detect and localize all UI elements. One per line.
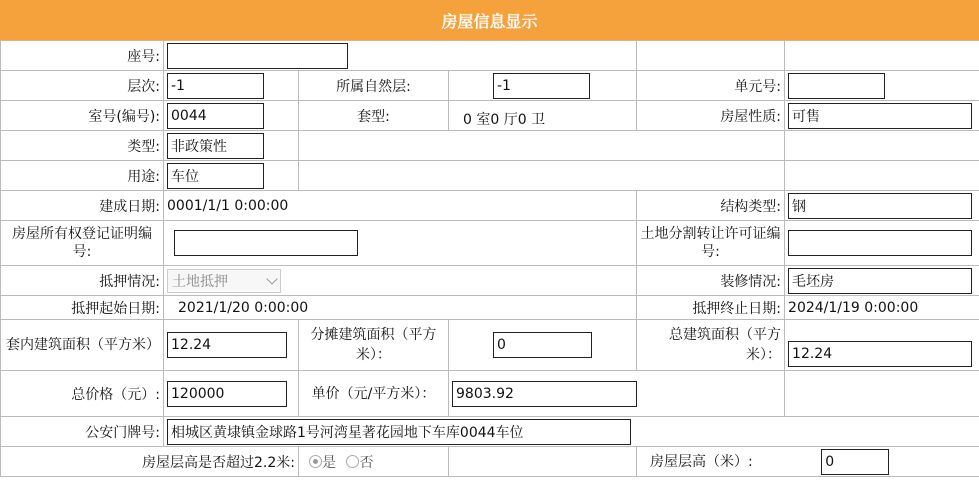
address-label: 公安门牌号: [1,417,164,447]
total-price-label: 总价格（元）: [1,371,164,417]
row-type [1,131,979,161]
seat-no-label: 座号: [1,41,164,71]
floor-height-label: 房屋层高（米）: [650,453,753,470]
radio-no[interactable] [346,455,359,468]
row-build-date [1,191,979,221]
property-nature-label: 房屋性质: [637,101,785,131]
height-over-radio-group: 是 否 [299,447,449,477]
structure-input[interactable] [788,193,972,219]
shared-area-label: 分摊建筑面积（平方米）： [299,320,449,371]
row-room [1,101,979,131]
row-certificates [1,221,979,266]
total-area-input[interactable] [788,341,972,367]
mortgage-start-label: 抵押起始日期: [1,296,164,320]
total-area-label: 总建筑面积（平方米）： [637,320,785,371]
natural-floor-input[interactable] [493,73,590,99]
build-date-label: 建成日期: [1,191,164,221]
floor-label: 层次: [1,71,164,101]
land-permit-label: 土地分割转让许可证编号: [637,221,785,266]
natural-floor-label: 所属自然层: [299,71,449,101]
mortgage-end-value: 2024/1/19 0:00:00 [785,296,979,320]
chevron-down-icon [266,273,277,284]
inner-area-label: 套内建筑面积（平方米） [1,320,164,371]
property-nature-input[interactable] [788,103,972,129]
row-usage [1,161,979,191]
page-title: 房屋信息显示 [441,11,538,31]
land-permit-input[interactable] [788,230,972,256]
inner-area-input[interactable] [167,332,287,358]
usage-input[interactable] [167,163,264,189]
unit-no-label: 单元号: [637,71,785,101]
ownership-cert-input[interactable] [174,230,358,256]
row-height [1,447,979,477]
layout-label: 套型: [299,101,449,131]
usage-label: 用途: [1,161,164,191]
mortgage-label: 抵押情况: [1,266,164,296]
row-mortgage-dates [1,296,979,320]
decoration-input[interactable] [788,268,972,294]
mortgage-end-label: 抵押终止日期: [637,296,785,320]
floor-height-input[interactable] [821,449,889,475]
structure-label: 结构类型: [637,191,785,221]
height-over-label: 房屋层高是否超过2.2米: [1,447,299,477]
type-input[interactable] [167,133,264,159]
total-price-input[interactable] [167,381,287,407]
seat-no-input[interactable] [167,43,348,69]
unit-price-label: 单价（元/平方米）： [299,371,449,417]
build-date-value: 0001/1/1 0:00:00 [164,191,637,221]
house-info-table [0,40,979,477]
room-no-label: 室号(编号): [1,101,164,131]
row-price [1,371,979,417]
room-no-input[interactable] [167,103,264,129]
floor-input[interactable] [167,73,264,99]
address-input[interactable] [167,419,631,445]
shared-area-input[interactable] [493,332,592,358]
row-address [1,417,979,447]
unit-no-input[interactable] [788,73,885,99]
decoration-label: 装修情况: [637,266,785,296]
ownership-cert-label: 房屋所有权登记证明编号: [1,221,164,266]
mortgage-select[interactable]: 土地抵押 [167,269,281,293]
radio-yes[interactable] [309,455,322,468]
unit-price-input[interactable] [452,381,637,407]
row-areas [1,320,979,371]
row-floor [1,71,979,101]
page-header [0,0,979,40]
type-label: 类型: [1,131,164,161]
layout-value: 0 室0 厅0 卫 [449,101,637,131]
row-mortgage [1,266,979,296]
mortgage-start-value: 2021/1/20 0:00:00 [164,296,637,320]
row-seat [1,41,979,71]
